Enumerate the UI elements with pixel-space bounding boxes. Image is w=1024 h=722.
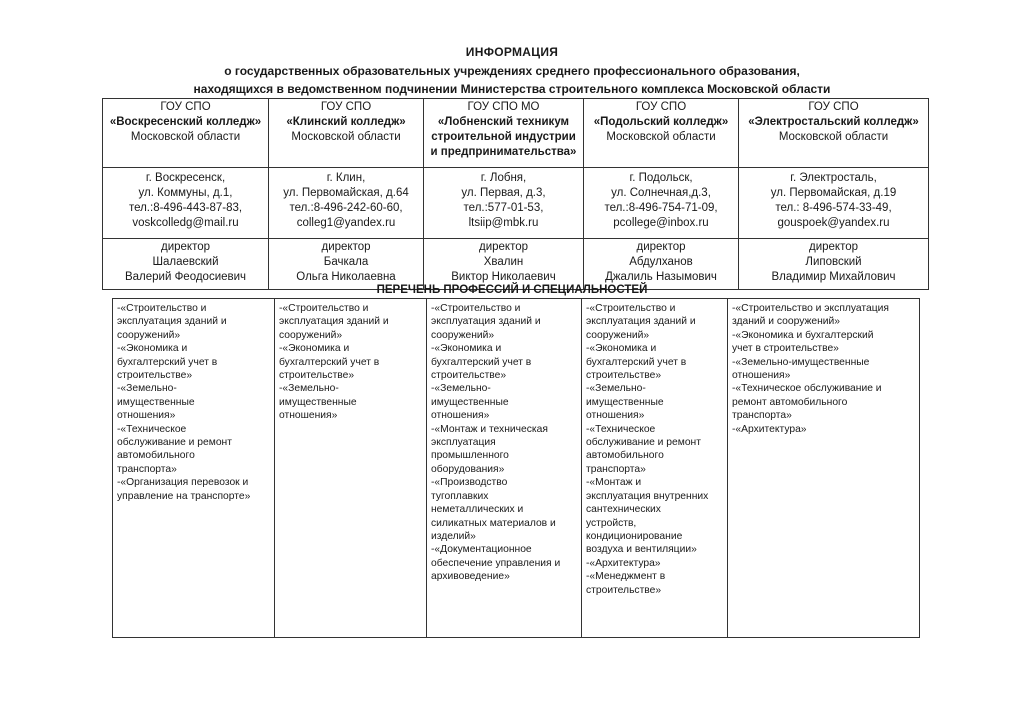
college-address-line: ltsiip@mbk.ru [468, 217, 539, 229]
profession-line: -«Экономика и бухгалтерский [732, 329, 874, 341]
college-name-cell [103, 99, 269, 168]
profession-line: -«Техническое обслуживание и [732, 383, 882, 395]
profession-line: строительстве» [586, 584, 662, 596]
college-name-cell [584, 99, 739, 168]
profession-line: -«Строительство и [431, 303, 521, 314]
college-names-row [103, 99, 929, 168]
college-address-line: г. Воскресенск, [145, 172, 226, 184]
college-name-line: строительной индустрии [431, 131, 576, 143]
college-director-cell [739, 239, 929, 290]
college-director-cell [269, 239, 424, 290]
profession-line: сооружений» [279, 329, 343, 341]
profession-line: имущественные [586, 396, 664, 408]
college-name-cell [424, 99, 584, 168]
college-address-line: тел.:8-496-443-87-83, [128, 202, 243, 214]
college-region: Московской области [291, 131, 401, 143]
college-address-line: тел.:577-01-53, [463, 202, 544, 214]
profession-line: -«Земельно-имущественные [732, 356, 870, 368]
profession-line: бухгалтерский учет в [279, 356, 380, 368]
college-director-line: Ольга Николаевна [296, 271, 396, 283]
profession-line: отношения» [586, 410, 645, 422]
profession-line: -«Экономика и [586, 343, 657, 355]
college-name-line: «Подольский колледж» [593, 116, 729, 128]
college-region: Московской области [606, 131, 716, 143]
profession-line: сооружений» [117, 329, 181, 341]
college-address-line: г. Лобня, [480, 172, 527, 184]
college-address-cell [424, 168, 584, 239]
college-professions-cell [113, 299, 275, 638]
college-address-line: тел.:8-496-754-71-09, [604, 202, 718, 214]
profession-line: -«Строительство и [117, 303, 207, 314]
profession-line: -«Производство [431, 477, 508, 489]
college-address-line: тел.: 8-496-574-33-49, [775, 202, 892, 214]
profession-line: -«Архитектура» [732, 423, 807, 435]
college-director-line: Бачкала [323, 256, 369, 268]
profession-line: строительстве» [586, 370, 662, 382]
college-professions-cell [728, 299, 920, 638]
college-name-line: «Лобненский техникум [437, 116, 570, 128]
college-address-line: ул. Солнечная,д.3, [611, 187, 711, 199]
profession-line: обеспечение управления и [431, 557, 561, 569]
college-address-line: voskcolledg@mail.ru [132, 217, 239, 229]
college-address-line: г. Клин, [326, 172, 366, 184]
profession-line: эксплуатация зданий и [117, 316, 227, 328]
college-director-line: Джалиль Назымович [605, 271, 717, 283]
profession-line: отношения» [431, 410, 490, 422]
college-type: ГОУ СПО [635, 101, 687, 113]
college-address-line: gouspoek@yandex.ru [777, 217, 890, 229]
document-title: ИНФОРМАЦИЯ [465, 45, 559, 59]
profession-line: строительстве» [279, 370, 355, 382]
profession-line: эксплуатация зданий и [586, 316, 696, 328]
college-director-line: Владимир Михайлович [771, 271, 896, 283]
college-professions-cell [275, 299, 427, 638]
profession-line: зданий и сооружений» [732, 316, 841, 328]
document-subtitle-line-1: о государственных образовательных учреждениях среднего профессионального образования, [224, 64, 800, 78]
college-type: ГОУ СПО [808, 101, 859, 113]
college-address-cell [584, 168, 739, 239]
professions-row [113, 299, 920, 638]
profession-line: строительстве» [431, 370, 507, 382]
profession-line: строительстве» [117, 370, 193, 382]
college-address-line: г. Подольск, [629, 172, 693, 184]
college-director-line: Шалаевский [152, 256, 219, 268]
profession-line: имущественные [279, 396, 357, 408]
profession-line: кондиционирование [586, 530, 683, 542]
profession-line: -«Строительство и [279, 303, 369, 314]
professions-table [112, 298, 920, 638]
profession-line: силикатных материалов и [431, 517, 556, 529]
professions-list-title: ПЕРЕЧЕНЬ ПРОФЕССИЙ И СПЕЦИАЛЬНОСТЕЙ [376, 284, 648, 296]
profession-line: эксплуатация [431, 437, 496, 449]
profession-line: -«Земельно- [117, 383, 177, 395]
college-name-line: «Клинский колледж» [286, 116, 406, 128]
college-address-line: ул. Первомайская, д.64 [283, 187, 409, 199]
profession-line: транспорта» [117, 463, 177, 475]
college-address-line: pcollege@inbox.ru [613, 217, 709, 229]
profession-line: -«Строительство и [586, 303, 676, 314]
profession-line: отношения» [117, 410, 176, 422]
college-address-line: ул. Первомайская, д.19 [770, 187, 897, 199]
profession-line: -«Менеджмент в [586, 571, 666, 583]
profession-line: имущественные [117, 396, 195, 408]
college-address-line: г. Электросталь, [790, 172, 877, 184]
college-type: ГОУ СПО [320, 101, 372, 113]
college-type: ГОУ СПО [160, 101, 211, 113]
college-director-cell [584, 239, 739, 290]
college-name-line: и предпринимательства» [430, 146, 577, 158]
profession-line: ремонт автомобильного [732, 396, 848, 408]
profession-line: эксплуатация зданий и [431, 316, 541, 328]
college-director-line: Валерий Феодосиевич [124, 271, 247, 283]
profession-line: -«Экономика и [279, 343, 350, 355]
college-address-cell [269, 168, 424, 239]
profession-line: управление на транспорте» [117, 490, 251, 502]
college-director-line: директор [636, 241, 686, 253]
profession-line: -«Экономика и [117, 343, 188, 355]
college-name-cell [269, 99, 424, 168]
profession-line: сантехнических [586, 504, 661, 516]
profession-line: -«Земельно- [586, 383, 646, 395]
profession-line: сооружений» [431, 329, 495, 341]
profession-line: -«Техническое [586, 423, 656, 435]
profession-line: -«Архитектура» [586, 557, 661, 569]
profession-line: отношения» [279, 410, 338, 422]
college-director-line: Виктор Николаевич [451, 271, 556, 283]
profession-line: бухгалтерский учет в [431, 356, 532, 368]
college-professions-cell [427, 299, 582, 638]
college-director-line: директор [478, 241, 528, 253]
college-region: Московской области [130, 131, 241, 143]
college-address-cell [103, 168, 269, 239]
profession-line: воздуха и вентиляции» [586, 544, 697, 556]
document-subtitle-line-2: находящихся в ведомственном подчинении Министерства строительного комплекса Московской области [193, 82, 831, 96]
profession-line: -«Организация перевозок и [117, 477, 249, 489]
college-director-line: Липовский [805, 256, 862, 268]
profession-line: -«Экономика и [431, 343, 502, 355]
profession-line: эксплуатация внутренних [586, 490, 709, 502]
college-address-line: colleg1@yandex.ru [296, 217, 396, 229]
profession-line: неметаллических и [431, 504, 524, 516]
profession-line: эксплуатация зданий и [279, 316, 389, 328]
college-address-line: ул. Коммуны, д.1, [138, 187, 233, 199]
profession-line: обслуживание и ремонт [586, 437, 701, 449]
profession-line: транспорта» [586, 463, 646, 475]
college-director-line: Хвалин [483, 256, 524, 268]
profession-line: -«Земельно- [431, 383, 491, 395]
college-director-line: директор [808, 241, 858, 253]
profession-line: бухгалтерский учет в [117, 356, 218, 368]
profession-line: учет в строительстве» [732, 343, 839, 355]
profession-line: бухгалтерский учет в [586, 356, 687, 368]
profession-line: -«Монтаж и техническая [431, 423, 548, 435]
profession-line: сооружений» [586, 329, 650, 341]
profession-line: тугоплавких [431, 490, 489, 502]
profession-line: автомобильного [586, 450, 664, 462]
college-type: ГОУ СПО МО [467, 101, 540, 113]
college-name-line: «Электростальский колледж» [748, 116, 919, 128]
college-address-cell [739, 168, 929, 239]
college-director-cell [103, 239, 269, 290]
college-addresses-row [103, 168, 929, 239]
profession-line: -«Монтаж и [586, 477, 642, 489]
profession-line: изделий» [431, 530, 476, 542]
college-address-line: ул. Первая, д.3, [461, 187, 546, 199]
profession-line: -«Земельно- [279, 383, 339, 395]
college-address-line: тел.:8-496-242-60-60, [289, 202, 403, 214]
profession-line: имущественные [431, 396, 509, 408]
college-director-line: директор [160, 241, 210, 253]
profession-line: оборудования» [431, 463, 505, 475]
college-name-line: «Воскресенский колледж» [109, 116, 262, 128]
profession-line: промышленного [431, 450, 509, 462]
college-professions-cell [582, 299, 728, 638]
college-directors-row [103, 239, 929, 290]
profession-line: устройств, [586, 517, 637, 529]
colleges-info-table [102, 98, 929, 290]
profession-line: -«Строительство и эксплуатация [732, 303, 889, 314]
profession-line: обслуживание и ремонт [117, 437, 232, 449]
profession-line: -«Техническое [117, 423, 187, 435]
profession-line: отношения» [732, 370, 791, 382]
profession-line: архивоведение» [431, 571, 510, 583]
profession-line: -«Документационное [431, 544, 532, 556]
profession-line: автомобильного [117, 450, 195, 462]
college-director-cell [424, 239, 584, 290]
college-director-line: Абдулханов [629, 256, 693, 268]
college-region: Московской области [778, 131, 889, 143]
college-director-line: директор [321, 241, 371, 253]
college-name-cell [739, 99, 929, 168]
profession-line: транспорта» [732, 410, 792, 422]
